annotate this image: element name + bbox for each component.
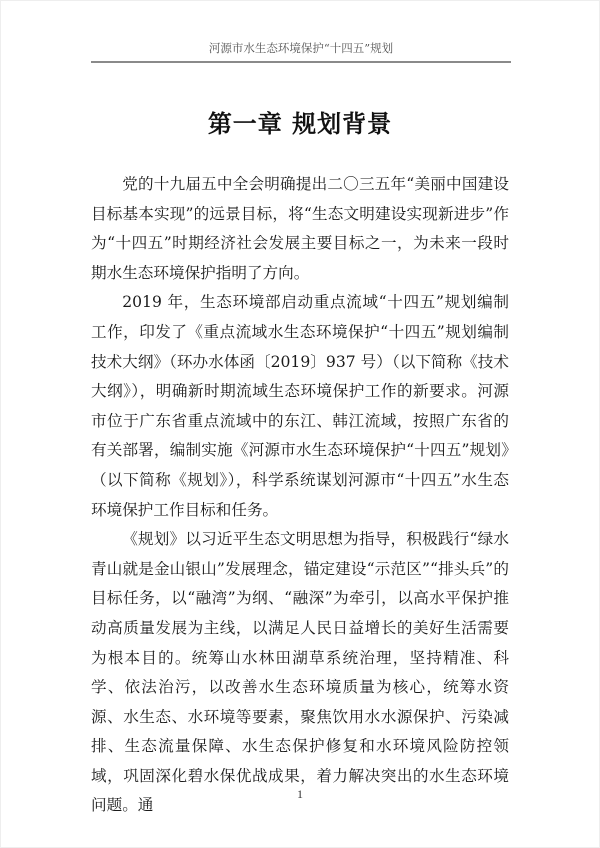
paragraph-3: 《规划》以习近平生态文明思想为指导，积极践行“绿水青山就是金山银山”发展理念，锚定建设“示范区”“排头兵”的目标任务，以“融湾”为纲、“融深”为牵引，以高水平保护推动高质量发展为主线，以满足人民日益增长的美好生活需要为根本目的。统筹山水林田湖草系统治理，坚持精准、科学、依法治污，以改善水生态环境质量为核心，统筹水资源、水生态、水环境等要素，聚焦饮用水水源保护、污染减排、生态流量保障、水生态保护修复和水环境风险防控领域，巩固深化碧水保优战成果，着力解决突出的水生态环境问题。通 xyxy=(91,530,509,815)
running-header: 河源市水生态环境保护“十四五”规划 xyxy=(208,41,394,55)
paragraph-1: 党的十九届五中全会明确提出二〇三五年“美丽中国建设目标基本实现”的远景目标，将“生态文明建设实现新进步”作为“十四五”时期经济社会发展主要目标之一，为未来一段时期水生态环境保护指明了方向。 xyxy=(91,175,509,282)
header-rule-divider xyxy=(91,61,511,63)
body-text xyxy=(91,170,509,821)
paragraph-2: 2019 年，生态环境部启动重点流域“十四五”规划编制工作，印发了《重点流域水生态环境保护“十四五”规划编制技术大纲》（环办水体函〔2019〕937 号）（以下简称《技术大纲》），明确新时期流域生态环境保护工作的新要求。河源市位于广东省重点流域中的东江、韩江流域，按照广东省的有关部署，编制实施《河源市水生态环境保护“十四五”规划》（以下简称《规划》），科学系统谋划河源市“十四五”水生态环境保护工作目标和任务。 xyxy=(91,293,509,519)
page-number: 1 xyxy=(297,787,303,801)
chapter-title: 第一章 规划背景 xyxy=(207,110,393,138)
